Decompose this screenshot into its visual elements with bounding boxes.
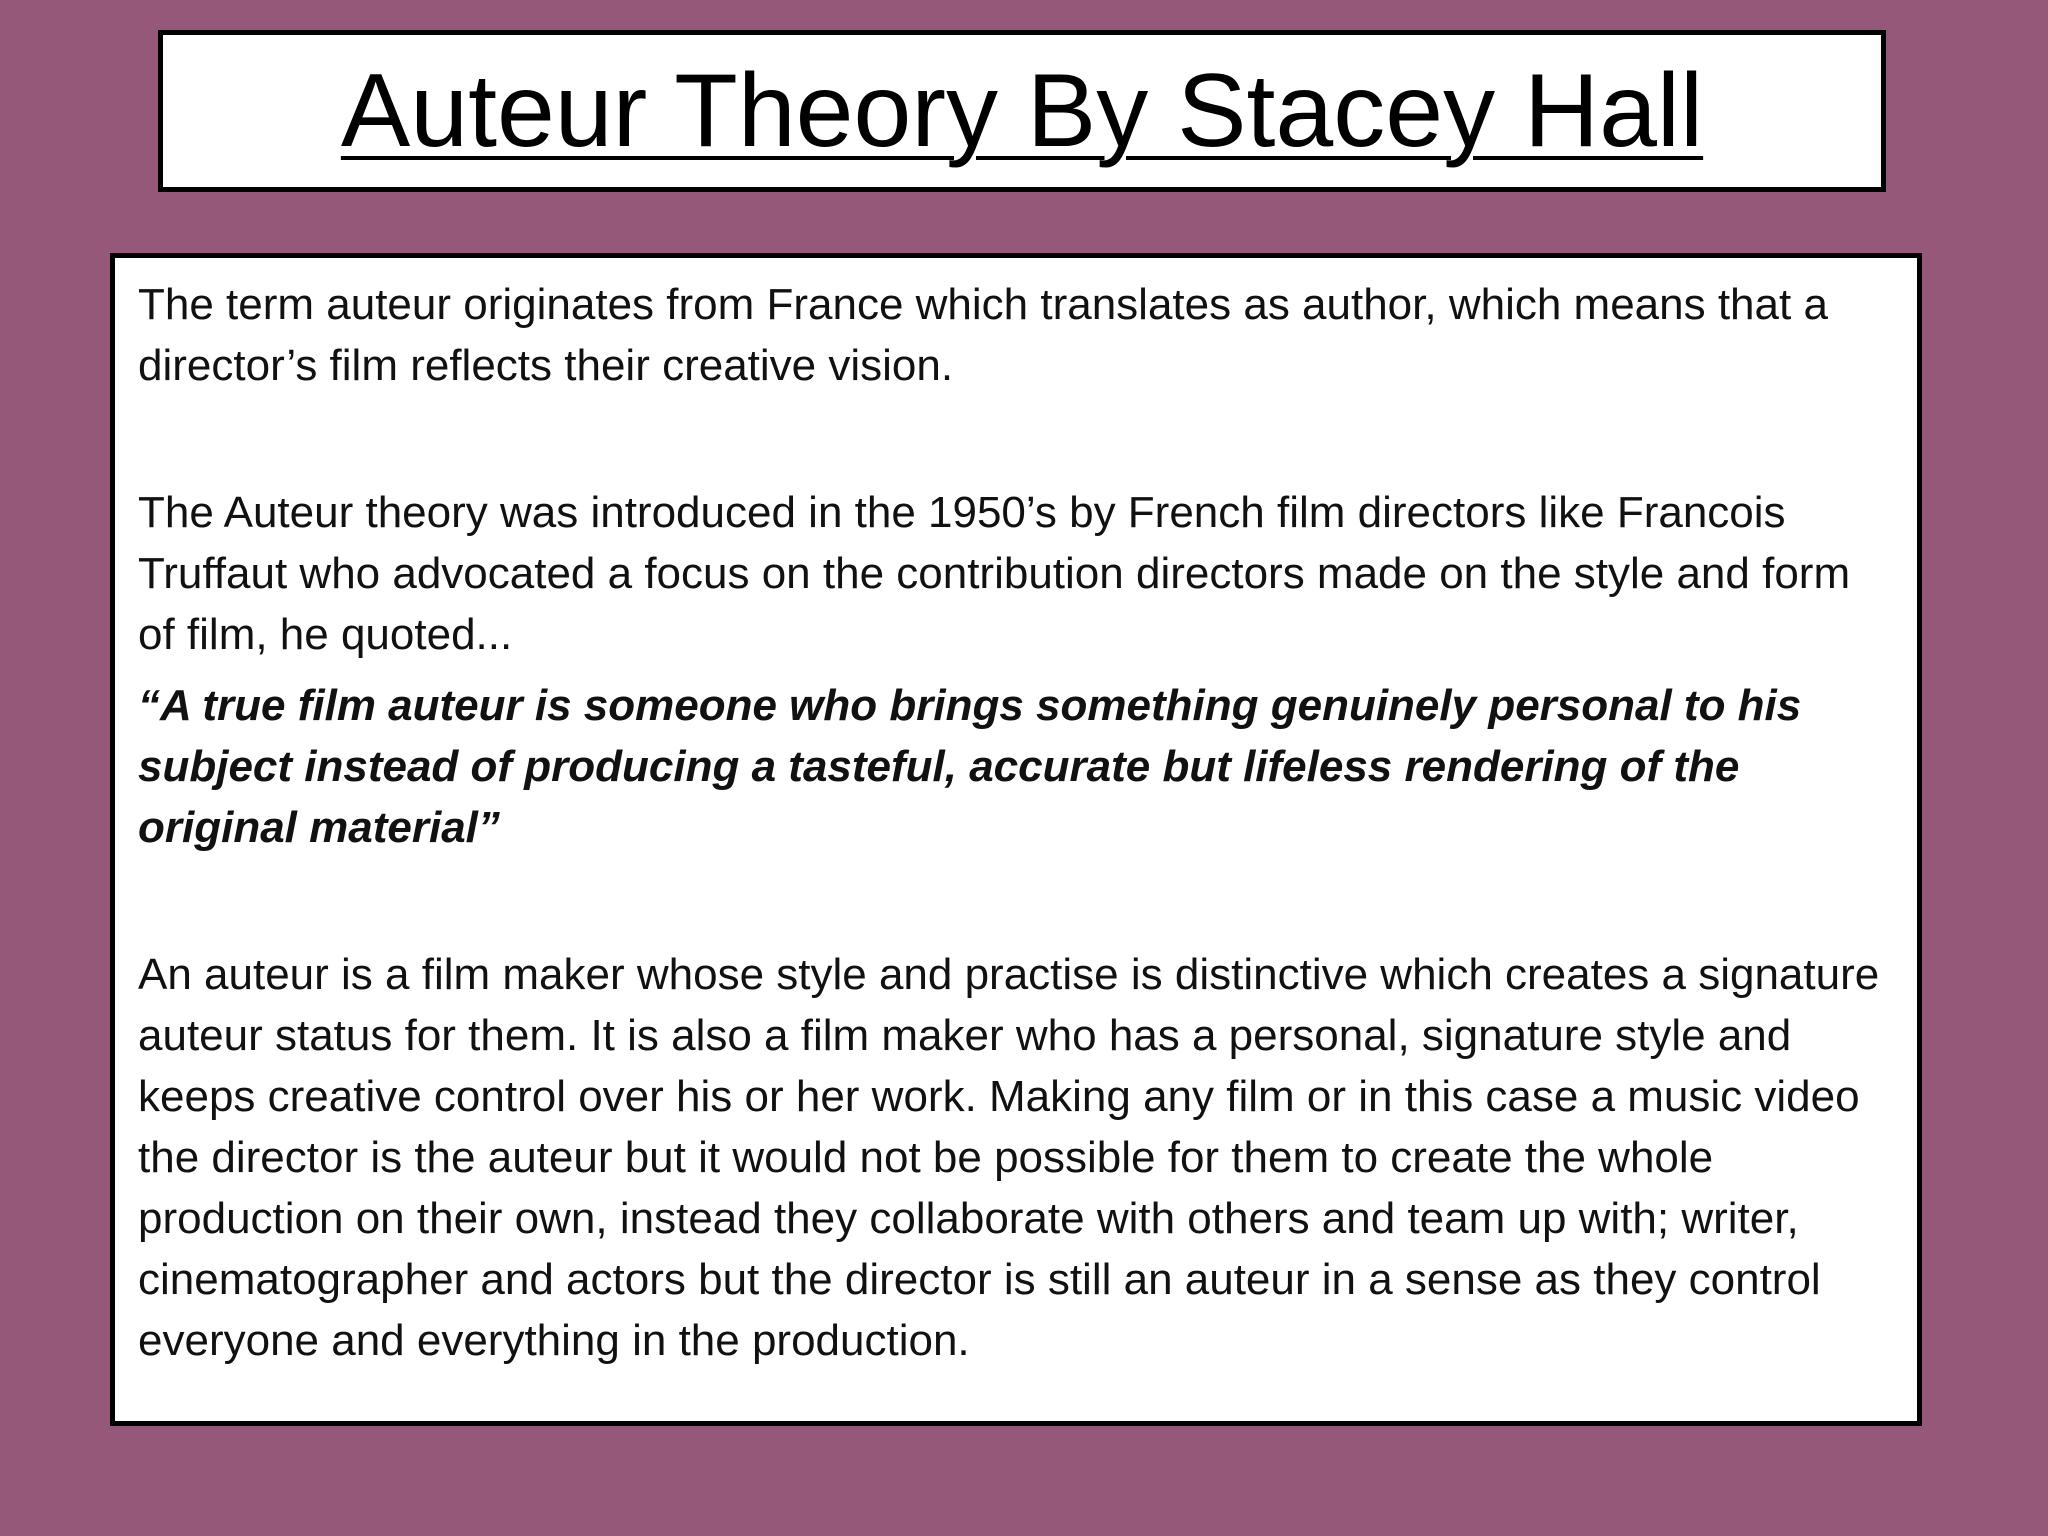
content-box (110, 253, 1922, 1426)
paragraph-auteur-definition: The term auteur originates from France which translates as author, which means that a director’s film reflects their creative vision. (138, 280, 1828, 390)
truffaut-quote: “A true film auteur is someone who brings something genuinely personal to his subject instead of producing a tasteful, accurate but lifeless rendering of the original material” (138, 681, 1802, 852)
paragraph-auteur-explanation: An auteur is a film maker whose style and practise is distinctive which creates a signature auteur status for them. It is also a film maker who has a personal, signature style and keeps creative control over his or her work. Making any film or in this case a music video the director is the auteur but it would not be possible for them to create the whole production on their own, instead they collaborate with others and team up with; writer, cinematographer and actors but the director is still an auteur in a sense as they control everyone and everything in the production. (138, 950, 1880, 1365)
paragraph-auteur-history: The Auteur theory was introduced in the 1950’s by French film directors like Francois Truffaut who advocated a focus on the contribution directors made on the style and form of film, he quoted... (138, 488, 1851, 659)
title-box (158, 30, 1886, 192)
slide-title: Auteur Theory By Stacey Hall (340, 53, 1704, 169)
